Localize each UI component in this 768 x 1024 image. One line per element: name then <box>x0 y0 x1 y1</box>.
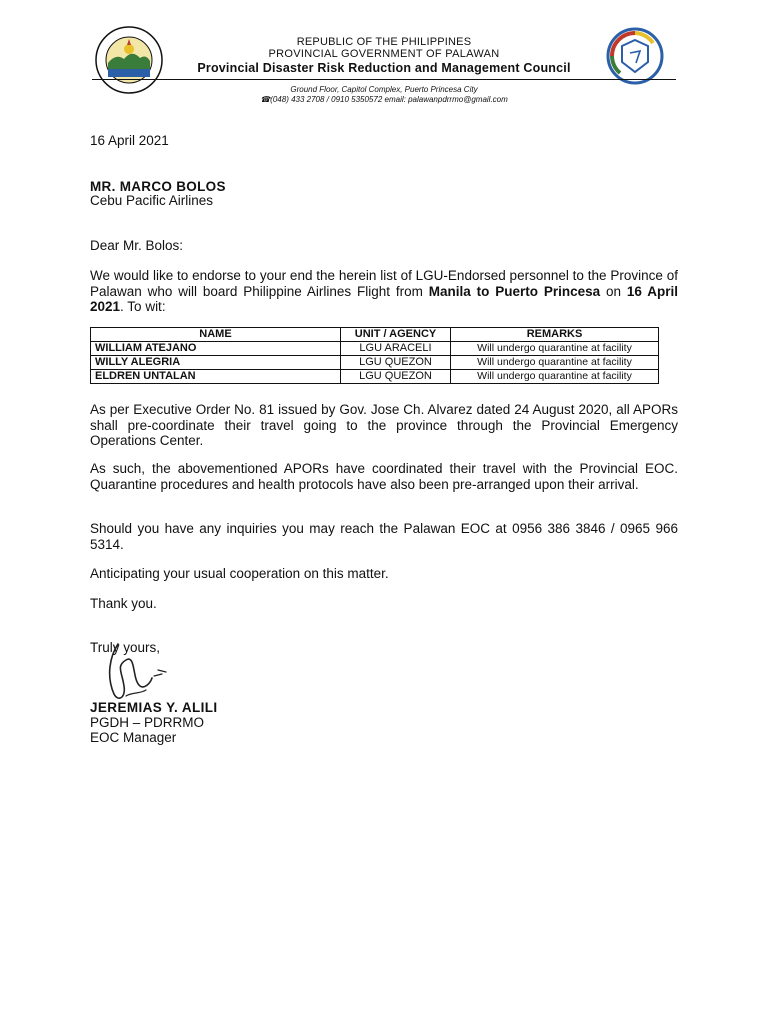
personnel-table <box>90 327 659 384</box>
signer-name: JEREMIAS Y. ALILI <box>90 700 218 715</box>
salutation: Dear Mr. Bolos: <box>90 238 184 253</box>
header-contact: ☎(048) 433 2708 / 0910 5350572 email: palawanpdrrmo@gmail.com <box>260 95 508 104</box>
header-address: Ground Floor, Capitol Complex, Puerto Princesa City <box>290 85 478 94</box>
closing: Truly yours, <box>90 640 161 655</box>
column-header-unit: UNIT / AGENCY <box>341 328 451 342</box>
header-divider <box>92 79 676 80</box>
addressee-name: MR. MARCO BOLOS <box>90 179 226 194</box>
cell-name: ELDREN UNTALAN <box>91 370 341 384</box>
paragraph-executive-order: As per Executive Order No. 81 issued by Gov. Jose Ch. Alvarez dated 24 August 2020, all APORs shall pre-coordinate their travel going to the province through the Provincial Emergency Operations Center. <box>90 402 678 448</box>
table-row <box>91 370 659 384</box>
p1-route: Manila to Puerto Princesa <box>428 283 601 299</box>
signer-role: EOC Manager <box>90 730 177 745</box>
paragraph-coordination: As such, the abovementioned APORs have coordinated their travel with the Provincial EOC. Quarantine procedures and health protocols have also been pre-arranged upon their arrival. <box>90 461 678 492</box>
p1-date: 16 April 2021 <box>90 283 678 314</box>
header-provincial-government: PROVINCIAL GOVERNMENT OF PALAWAN <box>268 48 500 60</box>
signer-position: PGDH – PDRRMO <box>90 715 205 730</box>
header-council-name: Provincial Disaster Risk Reduction and Management Council <box>197 61 571 75</box>
header-republic: REPUBLIC OF THE PHILIPPINES <box>296 36 472 48</box>
column-header-name: NAME <box>91 328 341 342</box>
cell-unit: LGU QUEZON <box>341 356 451 370</box>
paragraph-inquiries: Should you have any inquiries you may reach the Palawan EOC at 0956 386 3846 / 0965 966 5314. <box>90 521 678 552</box>
p1-text: We would like to endorse to your end the herein list of LGU-Endorsed personnel to the Province of Palawan who will board Philippine Airlines Flight from <box>90 268 678 299</box>
cell-name: WILLY ALEGRIA <box>91 356 341 370</box>
cell-unit: LGU ARACELI <box>341 342 451 356</box>
cell-remarks: Will undergo quarantine at facility <box>451 370 659 384</box>
letter-date: 16 April 2021 <box>90 133 169 148</box>
cell-remarks: Will undergo quarantine at facility <box>451 356 659 370</box>
paragraph-cooperation: Anticipating your usual cooperation on this matter. <box>90 566 389 581</box>
column-header-remarks: REMARKS <box>451 328 659 342</box>
p1-end: . To wit: <box>120 299 166 314</box>
table-row <box>91 356 659 370</box>
paragraph-endorsement <box>90 268 678 315</box>
paragraph-thanks: Thank you. <box>90 596 157 611</box>
p1-on: on <box>600 283 627 299</box>
cell-unit: LGU QUEZON <box>341 370 451 384</box>
cell-name: WILLIAM ATEJANO <box>91 342 341 356</box>
addressee-company: Cebu Pacific Airlines <box>90 193 214 208</box>
table-header-row <box>91 328 659 342</box>
table-row <box>91 342 659 356</box>
cell-remarks: Will undergo quarantine at facility <box>451 342 659 356</box>
